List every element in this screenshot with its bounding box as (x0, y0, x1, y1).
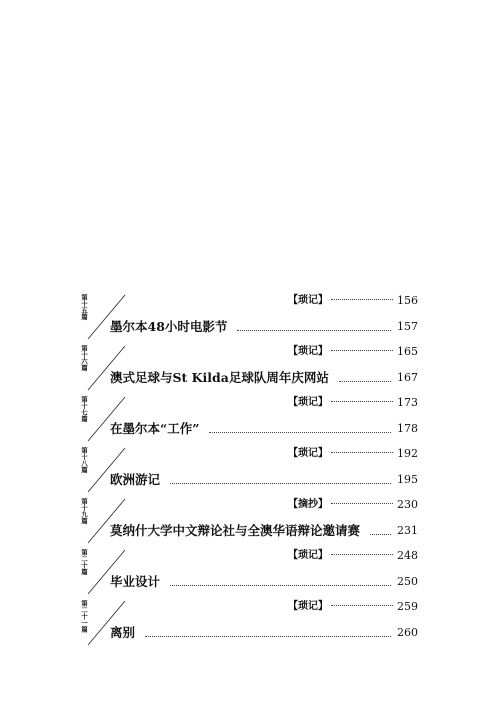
entry-page: 157 (397, 320, 418, 333)
entry-page: 167 (397, 371, 418, 384)
leader-dots (331, 554, 393, 555)
entry-page: 178 (397, 422, 418, 435)
leader-dots (331, 452, 393, 453)
entry-title: 离别 (110, 625, 136, 640)
sub-entry-page: 165 (397, 345, 418, 358)
leader-dots (370, 534, 391, 535)
sub-entry-tag: 【摘抄】 (288, 499, 328, 510)
sub-entry[interactable] (288, 345, 418, 359)
entry-page: 195 (397, 473, 418, 486)
sub-entry-page: 173 (397, 396, 418, 409)
sub-entry[interactable] (288, 600, 418, 614)
entry-page: 260 (397, 626, 418, 639)
entry-title: 澳式足球与St Kilda足球队周年庆网站 (110, 370, 329, 385)
leader-dots (237, 330, 391, 331)
sub-entry[interactable] (288, 549, 418, 563)
leader-dots (170, 585, 391, 586)
chapter-label: 第二十篇 (80, 549, 88, 575)
main-entry[interactable] (110, 421, 418, 437)
leader-dots (339, 381, 391, 382)
leader-dots (209, 432, 391, 433)
entry-page: 231 (397, 524, 418, 537)
chapter-label: 第十七篇 (80, 396, 88, 422)
sub-entry-page: 248 (397, 549, 418, 562)
sub-entry[interactable] (288, 396, 418, 410)
entry-title: 在墨尔本“工作” (110, 421, 200, 436)
main-entry[interactable] (110, 523, 418, 539)
sub-entry-page: 156 (397, 294, 418, 307)
sub-entry-tag: 【琐记】 (288, 397, 328, 408)
toc-entry-16 (74, 342, 424, 393)
leader-dots (331, 350, 393, 351)
chapter-label: 第十八篇 (80, 447, 88, 473)
toc-entry-18 (74, 444, 424, 495)
chapter-label: 第十九篇 (80, 498, 88, 524)
main-entry[interactable] (110, 472, 418, 488)
sub-entry-tag: 【琐记】 (288, 601, 328, 612)
leader-dots (331, 401, 393, 402)
leader-dots (170, 483, 391, 484)
sub-entry-tag: 【琐记】 (288, 346, 328, 357)
chapter-label: 第十六篇 (80, 345, 88, 371)
entry-title: 莫纳什大学中文辩论社与全澳华语辩论邀请赛 (110, 523, 361, 538)
sub-entry-page: 192 (397, 447, 418, 460)
leader-dots (331, 605, 393, 606)
sub-entry-tag: 【琐记】 (288, 448, 328, 459)
entry-title: 毕业设计 (110, 574, 161, 589)
main-entry[interactable] (110, 625, 418, 641)
sub-entry-tag: 【琐记】 (288, 295, 328, 306)
entry-page: 250 (397, 575, 418, 588)
sub-entry[interactable] (288, 447, 418, 461)
main-entry[interactable] (110, 319, 418, 335)
chapter-label: 第二十一篇 (80, 600, 88, 633)
leader-dots (331, 299, 393, 300)
entry-title: 欧洲游记 (110, 472, 161, 487)
sub-entry-page: 259 (397, 600, 418, 613)
toc-entry-19 (74, 495, 424, 546)
sub-entry[interactable] (288, 294, 418, 308)
sub-entry-tag: 【琐记】 (288, 550, 328, 561)
toc-entry-17 (74, 393, 424, 444)
main-entry[interactable] (110, 370, 418, 386)
toc-entry-20 (74, 546, 424, 597)
main-entry[interactable] (110, 574, 418, 590)
sub-entry[interactable] (288, 498, 418, 512)
toc-entry-21 (74, 597, 424, 648)
leader-dots (145, 636, 391, 637)
chapter-label: 第十五篇 (80, 294, 88, 320)
leader-dots (331, 503, 393, 504)
table-of-contents (74, 291, 424, 648)
toc-entry-15 (74, 291, 424, 342)
sub-entry-page: 230 (397, 498, 418, 511)
entry-title: 墨尔本48小时电影节 (110, 319, 228, 334)
